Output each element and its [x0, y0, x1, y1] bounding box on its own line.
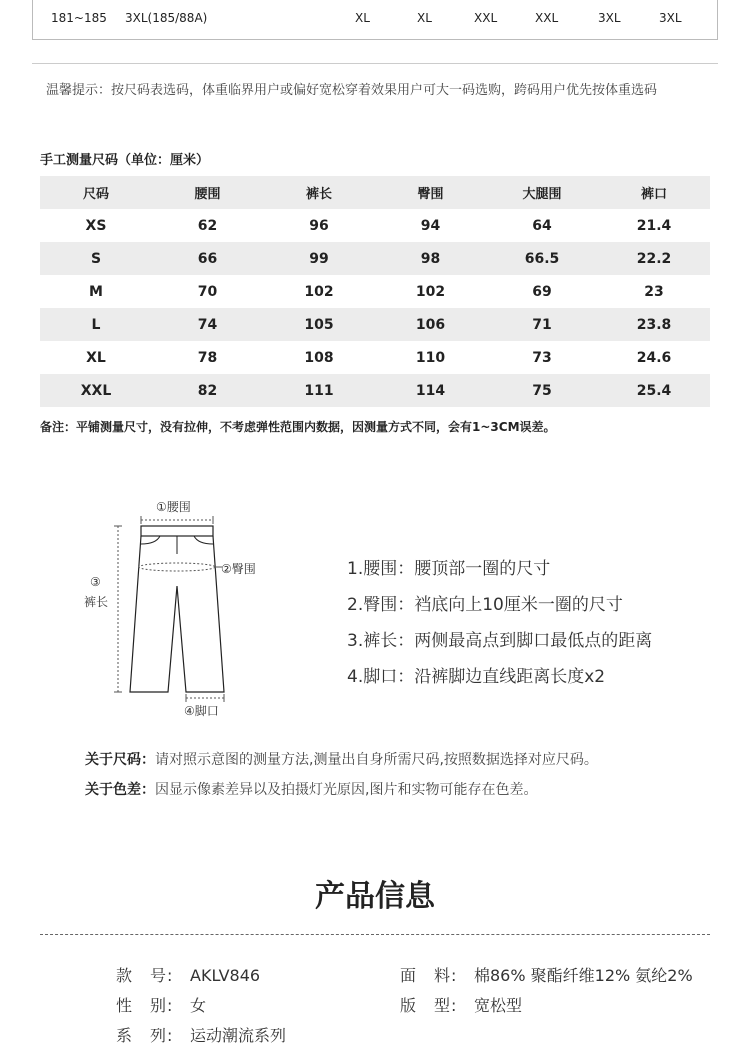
cell: L [40, 308, 152, 341]
info-key: 系 列: [116, 1026, 174, 1045]
cell: 24.6 [636, 349, 672, 366]
col-header: 裤口 [598, 176, 710, 209]
cell: 21.4 [636, 217, 672, 234]
cell: XL [86, 349, 106, 366]
rec-cell: XXL [535, 11, 559, 25]
about-color-text: 因显示像素差异以及拍摄灯光原因,图片和实物可能存在色差。 [155, 782, 538, 798]
table-row [40, 341, 710, 374]
rec-cell: XXL [474, 11, 498, 25]
col-header: 尺码 [40, 176, 152, 209]
top-size-row [32, 0, 718, 40]
cell: 114 [375, 374, 486, 407]
measure-length: 3.裤长：两侧最高点到脚口最低点的距离 [347, 631, 653, 651]
about-color [85, 779, 537, 799]
table-row [40, 275, 710, 308]
height-cell: 181~185 [51, 11, 107, 25]
info-fit [400, 993, 522, 1016]
table-row [40, 242, 710, 275]
cell: 71 [486, 308, 598, 341]
measure-waist: 1.腰围：腰顶部一圈的尺寸 [347, 559, 551, 579]
cell: 64 [532, 217, 552, 234]
cell: 102 [304, 283, 334, 300]
size-tip: 温馨提示：按尺码表选码，体重临界用户或偏好宽松穿着效果用户可大一码选购，跨码用户优先按体重选码 [46, 83, 658, 98]
about-size [85, 749, 598, 769]
cell: 110 [415, 349, 446, 366]
cell: 102 [415, 283, 446, 300]
info-key: 面 料: [400, 966, 458, 985]
size-cell: 3XL(185/88A) [125, 11, 208, 25]
measurement-note: 备注：平铺测量尺寸，没有拉伸，不考虑弹性范围内数据，因测量方式不同，会有1~3CM误差。 [40, 420, 556, 434]
cell: M [89, 283, 103, 300]
info-series [116, 1023, 286, 1046]
info-gender [116, 993, 206, 1016]
about-size-label: 关于尺码： [85, 752, 155, 768]
cell: 111 [263, 374, 375, 407]
about-size-text: 请对照示意图的测量方法,测量出自身所需尺码,按照数据选择对应尺码。 [155, 752, 598, 768]
cell: 78 [197, 349, 218, 366]
hem-label: ④脚口 [184, 704, 219, 718]
info-fabric [400, 963, 693, 986]
cell: 66.5 [486, 242, 598, 275]
product-info-title: 产品信息 [315, 879, 435, 914]
rec-cell: XL [355, 11, 370, 25]
info-key: 性 别: [116, 996, 174, 1015]
cell: 62 [197, 217, 218, 234]
cell: XS [85, 217, 107, 234]
col-header: 裤长 [263, 176, 375, 209]
dashed-divider [40, 934, 710, 935]
cell: 74 [152, 308, 263, 341]
size-table-title: 手工测量尺码（单位：厘米） [40, 153, 210, 168]
table-row [40, 209, 710, 242]
pants-diagram [76, 494, 276, 724]
info-value: 运动潮流系列 [190, 1026, 287, 1045]
cell: 105 [263, 308, 375, 341]
info-model [116, 963, 260, 986]
waist-label: ①腰围 [156, 500, 191, 514]
size-table [40, 176, 710, 407]
col-header: 臀围 [375, 176, 486, 209]
about-color-label: 关于色差： [85, 782, 155, 798]
cell: 23.8 [598, 308, 710, 341]
cell: 108 [304, 349, 334, 366]
col-header: 腰围 [152, 176, 263, 209]
rec-cell: 3XL [659, 11, 682, 25]
rec-cell: XL [417, 11, 432, 25]
cell: 106 [375, 308, 486, 341]
info-key: 款 号: [116, 966, 174, 985]
info-key: 版 型: [400, 996, 458, 1015]
table-row [40, 374, 710, 407]
table-row [40, 308, 710, 341]
info-value: 宽松型 [474, 996, 523, 1015]
cell: 25.4 [598, 374, 710, 407]
cell: 99 [263, 242, 375, 275]
length-label: 裤长 [84, 595, 109, 609]
measure-hem: 4.脚口：沿裤脚边直线距离长度x2 [347, 667, 606, 687]
col-header: 大腿围 [486, 176, 598, 209]
cell: 96 [309, 217, 329, 234]
cell: 23 [644, 283, 664, 300]
measure-hip: 2.臀围：裆底向上10厘米一圈的尺寸 [347, 595, 623, 615]
cell: 94 [420, 217, 441, 234]
divider [32, 63, 718, 64]
info-value: AKLV846 [190, 966, 261, 985]
info-value: 女 [190, 996, 207, 1015]
cell: 69 [532, 283, 552, 300]
rec-cell: 3XL [598, 11, 621, 25]
cell: 22.2 [598, 242, 710, 275]
cell: 82 [152, 374, 263, 407]
table-header-row [40, 176, 710, 209]
cell: 75 [486, 374, 598, 407]
length-number: ③ [90, 575, 101, 589]
info-value: 棉86% 聚酯纤维12% 氨纶2% [474, 966, 693, 985]
cell: 70 [197, 283, 218, 300]
cell: 66 [152, 242, 263, 275]
cell: 73 [532, 349, 552, 366]
hip-label: ②臀围 [221, 562, 256, 576]
cell: XXL [40, 374, 152, 407]
cell: 98 [375, 242, 486, 275]
cell: S [40, 242, 152, 275]
